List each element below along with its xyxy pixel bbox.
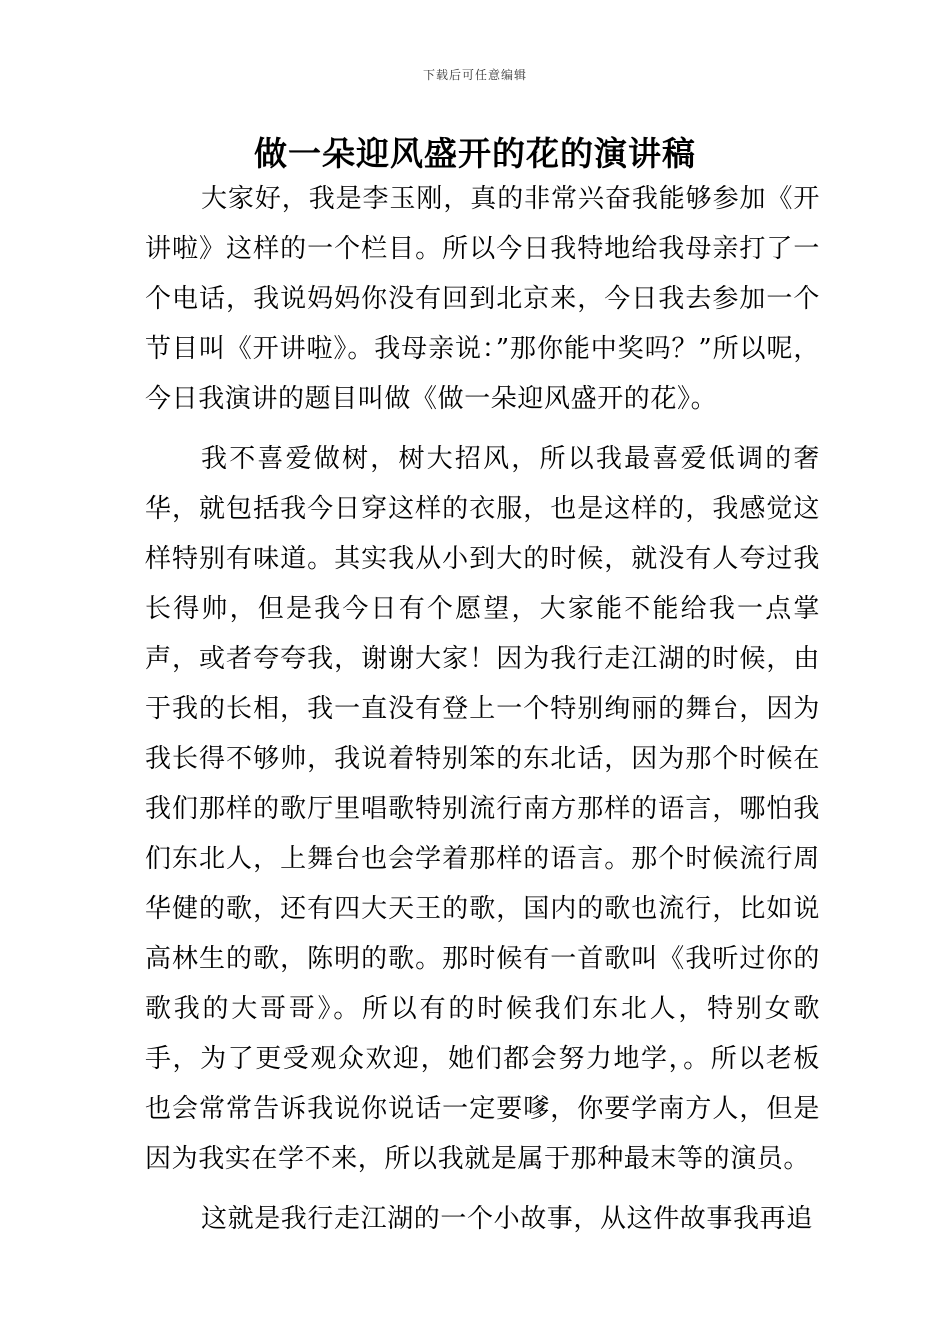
document-title: 做一朵迎风盛开的花的演讲稿 [254,134,696,173]
paragraph-1: 大家好，我是李玉刚，真的非常兴奋我能够参加《开讲啦》这样的一个栏目。所以今日我特地给我母亲打了一个电话，我说妈妈你没有回到北京来，今日我去参加一个节目叫《开讲啦》。我母亲说：”那你能中奖吗？”所以呢，今日我演讲的题目叫做《做一朵迎风盛开的花》。 [145,184,820,414]
paragraph-gap [145,424,820,434]
document-body [145,174,820,1244]
paragraph-gap [145,1184,820,1194]
paragraph-3: 这就是我行走江湖的一个小故事，从这件故事我再追 [201,1204,813,1234]
paragraph-2: 我不喜爱做树，树大招风，所以我最喜爱低调的奢华，就包括我今日穿这样的衣服，也是这样的，我感觉这样特别有味道。其实我从小到大的时候，就没有人夸过我长得帅，但是我今日有个愿望，大家能不能给我一点掌声，或者夸夸我，谢谢大家！因为我行走江湖的时候，由于我的长相，我一直没有登上一个特别绚丽的舞台，因为我长得不够帅，我说着特别笨的东北话，因为那个时候在我们那样的歌厅里唱歌特别流行南方那样的语言，哪怕我们东北人，上舞台也会学着那样的语言。那个时候流行周华健的歌，还有四大天王的歌，国内的歌也流行，比如说高林生的歌，陈明的歌。那时候有一首歌叫《我听过你的歌我的大哥哥》。所以有的时候我们东北人，特别女歌手，为了更受观众欢迎，她们都会努力地学，。所以老板也会常常告诉我说你说话一定要嗲，你要学南方人，但是因为我实在学不来，所以我就是属于那种最末等的演员。 [145,444,820,1174]
header-note: 下载后可任意编辑 [422,68,527,82]
